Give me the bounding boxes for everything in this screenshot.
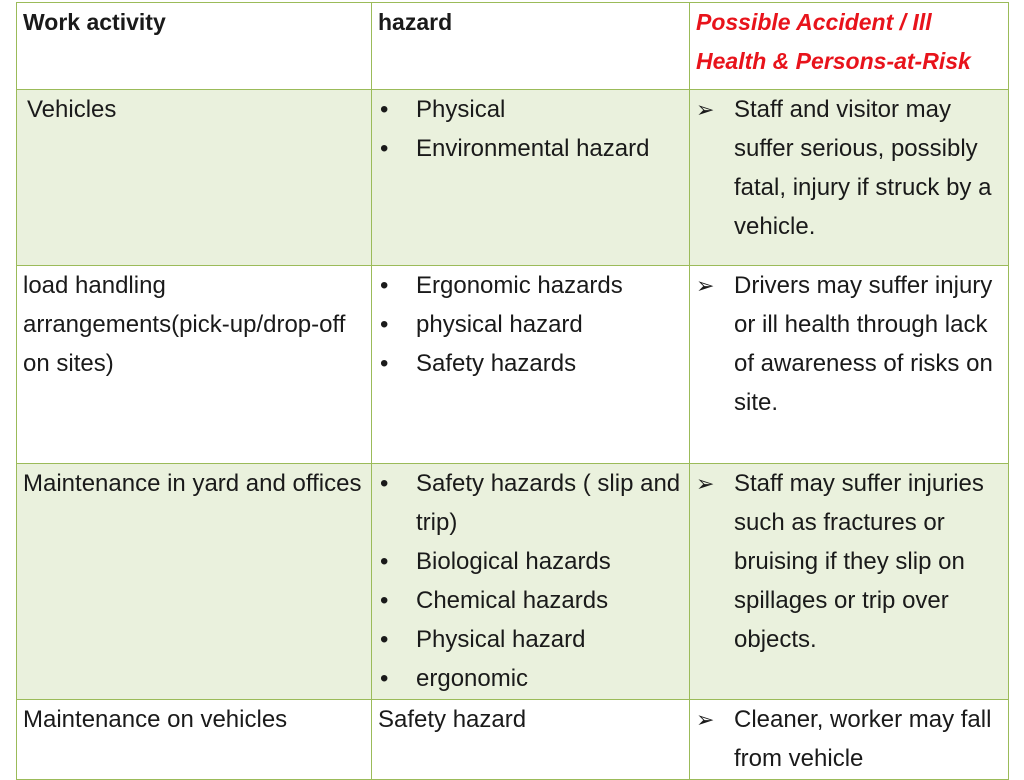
risk-item: ➢ Staff may suffer injuries such as fractures or bruising if they slip on spillages or trip over objects. — [696, 464, 1002, 659]
arrow-icon: ➢ — [696, 707, 715, 732]
activity-text: Maintenance on vehicles — [23, 706, 288, 733]
activity-text: Vehicles — [27, 96, 117, 123]
bullet-icon: • — [380, 626, 389, 653]
bullet-icon: • — [380, 548, 389, 575]
bullet-icon: • — [380, 135, 389, 162]
hazard-list — [378, 266, 683, 383]
hazard-list — [378, 90, 683, 168]
arrow-icon: ➢ — [696, 273, 715, 298]
arrow-icon: ➢ — [696, 471, 715, 496]
hazard-text: Safety hazard — [378, 706, 527, 733]
hazard-item: • Physical hazard — [378, 620, 683, 659]
header-hazard: hazard — [372, 3, 690, 90]
hazard-item: • Biological hazards — [378, 542, 683, 581]
header-work-activity: Work activity — [17, 3, 372, 90]
hazard-cell — [372, 464, 690, 700]
bullet-icon: • — [380, 470, 389, 497]
hazard-cell — [372, 90, 690, 266]
hazard-item: • Chemical hazards — [378, 581, 683, 620]
arrow-icon: ➢ — [696, 97, 715, 122]
table-row — [17, 266, 1009, 464]
hazard-item: • Ergonomic hazards — [378, 266, 683, 305]
bullet-icon: • — [380, 272, 389, 299]
risk-item: ➢ Staff and visitor may suffer serious, possibly fatal, injury if struck by a vehicle. — [696, 90, 1002, 246]
hazard-item: • ergonomic — [378, 659, 683, 698]
bullet-icon: • — [380, 665, 389, 692]
table-row — [17, 90, 1009, 266]
risk-list — [696, 90, 1002, 246]
header-possible-accident: Possible Accident / Ill Health & Persons-at-Risk — [690, 3, 1009, 90]
risk-assessment-table — [16, 2, 1009, 780]
bullet-icon: • — [380, 311, 389, 338]
hazard-item: • Safety hazards ( slip and trip) — [378, 464, 683, 542]
hazard-item: • physical hazard — [378, 305, 683, 344]
risk-list — [696, 700, 1002, 778]
risk-cell — [690, 266, 1009, 464]
risk-item: ➢ Drivers may suffer injury or ill health through lack of awareness of risks on site. — [696, 266, 1002, 422]
risk-list — [696, 464, 1002, 659]
hazard-list — [378, 464, 683, 698]
activity-text: Maintenance in yard and offices — [23, 470, 362, 497]
bullet-icon: • — [380, 587, 389, 614]
hazard-cell — [372, 266, 690, 464]
bullet-icon: • — [380, 96, 389, 123]
risk-cell — [690, 90, 1009, 266]
activity-cell — [17, 464, 372, 700]
table-row — [17, 464, 1009, 700]
risk-item: ➢ Cleaner, worker may fall from vehicle — [696, 700, 1002, 778]
hazard-item: • Environmental hazard — [378, 129, 683, 168]
header-row — [17, 3, 1009, 90]
hazard-item: • Safety hazards — [378, 344, 683, 383]
hazard-item: • Physical — [378, 90, 683, 129]
bullet-icon: • — [380, 350, 389, 377]
risk-list — [696, 266, 1002, 422]
activity-cell — [17, 90, 372, 266]
activity-cell — [17, 266, 372, 464]
activity-text: load handling arrangements(pick-up/drop-off on sites) — [23, 272, 346, 377]
risk-cell — [690, 464, 1009, 700]
